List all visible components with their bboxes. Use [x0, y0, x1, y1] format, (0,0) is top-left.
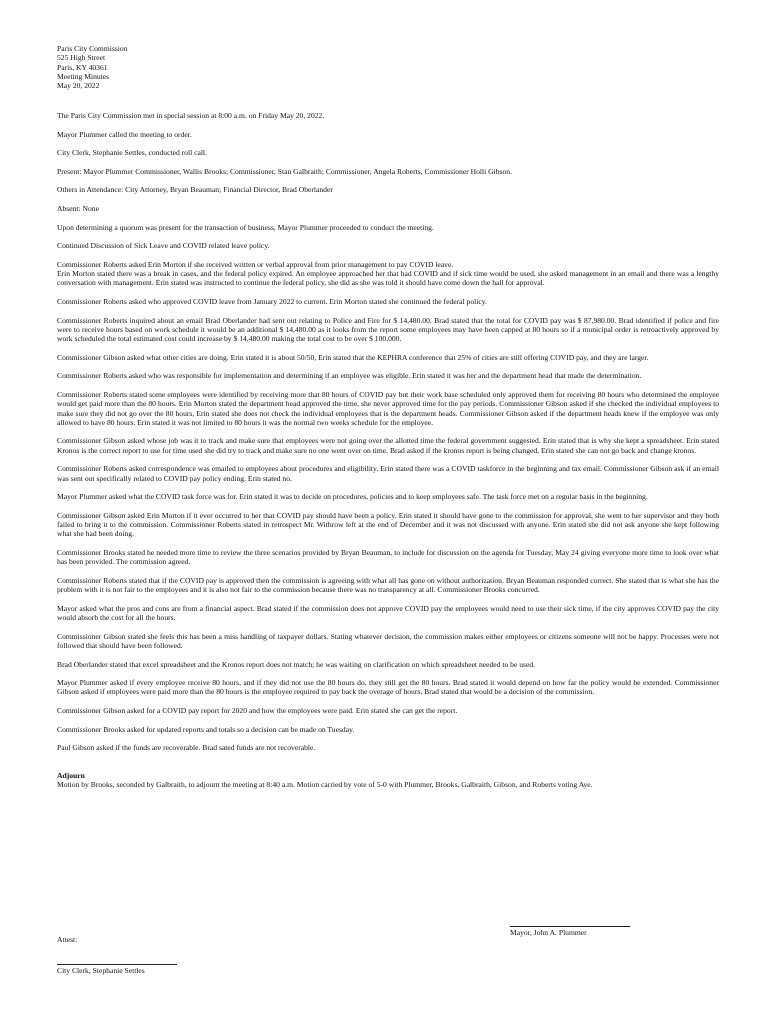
paragraph: Commissioner Gibson stated she feels this has been a miss handling of taxpayer dollars. Stating whatever decision, the commission makes either employees or citizens someone will not be happy. Processes were not followed that should have been followed. — [57, 631, 719, 650]
paragraph: Commissioner Roberts inquired about an email Brad Oberlander had sent out relating to Police and Fire for $ 14,480.00. Brad stated that the total for COVID pay was $ 87,980.00. Brad identified if police and fire were to receive hours based on work schedule it would be an additional $ 14,480.00 as it looks from the report some employees may have been capped at 80 hours so if a municipal order is retroactively approved by work scheduled the total estimated cost could increase by $ 14,480.00 making the total cost to be over $ 100,000. — [57, 315, 719, 344]
signature-line — [510, 918, 630, 927]
paragraph: Upon determining a quorum was present for the transaction of business, Mayor Plummer proceeded to conduct the meeting. — [57, 222, 434, 232]
paragraph: Commissioner Gibson asked Erin Morton if it ever occurred to her that COVID pay should have been a policy. Erin stated it should have gone to the commission for approval, she went to her supervisor and they both failed to bring it to the commission. Commissioner Roberts stated in retrospect Mr. Withrow left at the end of December and it was not discussed with anyone. Erin stated she did not ask anyone she kept following what she had been doing. — [57, 510, 719, 539]
paragraph: Continued Discussion of Sick Leave and COVID related leave policy. — [57, 241, 270, 251]
paragraph: Commissioner Gibson asked for a COVID pay report for 2020 and how the employees were paid. Erin stated she can get the report. — [57, 706, 458, 715]
meeting-date: May 20, 2022 — [57, 81, 100, 91]
letterhead — [57, 44, 719, 90]
paragraph: Present: Mayor Plummer Commissioner, Wallis Brooks; Commissioner, Stan Galbraith; Commissioner, Angela Roberts, Commissioner Holli Gibson. — [57, 166, 512, 176]
paragraph-line: Erin Morton stated there was a break in cases, and the federal policy expired. An employee approached her that had COVID and if sick time would be used, she asked management in an email and there was a lengthy conversation with management. Erin stated was instructed to continue the federal policy, she did as she was told it should have come down the hall for approval. — [57, 269, 719, 288]
paragraph — [57, 260, 719, 288]
document-type: Meeting Minutes — [57, 71, 110, 81]
street-address: 525 High Street — [57, 53, 106, 63]
paragraph: Mayor asked what the pros and cons are from a financial aspect. Brad stated if the commission does not approve COVID pay the employees would need to use their sick time, if the city approves COVID pay the city would absorb the cost for all the hours. — [57, 603, 719, 623]
paragraph: Commissioner Roberts asked who was responsible for implementation and determining if an employee was eligible. Erin stated it was her and the department head that made the determination. — [57, 371, 642, 381]
clerk-signature-block — [57, 956, 257, 975]
paragraph: Commissioner Gibson asked what other cities are doing. Erin stated it is about 50/50, Erin stated that the KEPHRA conference that 25% of cities are still offering COVID pay, and they are larger. — [57, 352, 649, 362]
org-name: Paris City Commission — [57, 44, 128, 53]
mayor-name: Mayor, John A. Plummer — [510, 928, 587, 937]
paragraph: Commissioner Gibson asked whose job was it to track and make sure that employees were not going over the allotted time the federal government suggested. Erin stated that is why she kept a spreadsheet. Erin stated Kronos is the correct report to use for time used she did try to track and make sure no one went over on time. Brad asked if the kronos report is being changed, Erin stated she can not go back and change kronos. — [57, 436, 719, 455]
paragraph: Commissioner Brooks stated he needed more time to review the three scenarios provided by Bryan Beauman, to include for discussion on the agenda for Tuesday, May 24 giving everyone more time to look over what has been provided. The commission agreed. — [57, 547, 719, 567]
paragraph: Mayor Plummer asked what the COVID task force was for. Erin stated it was to decide on procedures, policies and to keep employees safe. The task force met on a regular basis in the beginning. — [57, 492, 648, 502]
paragraph: Commissioner Brooks asked for updated reports and totals so a decision can be made on Tuesday. — [57, 724, 355, 734]
paragraph: City Clerk, Stephanie Settles, conducted roll call. — [57, 148, 207, 158]
paragraph: Commissioner Roberts asked who approved COVID leave from January 2022 to current. Erin Morton stated she continued the federal policy. — [57, 296, 487, 306]
attest-label: Attest: — [57, 935, 78, 944]
paragraph: Mayor Plummer called the meeting to order. — [57, 129, 192, 139]
clerk-name: City Clerk, Stephanie Settles — [57, 966, 145, 975]
city-state-zip: Paris, KY 40361 — [57, 62, 108, 72]
paragraph: The Paris City Commission met in special session at 8:00 a.m. on Friday May 20, 2022. — [57, 111, 325, 120]
mayor-signature-block — [510, 918, 710, 937]
adjourn-heading: Adjourn — [57, 770, 85, 780]
paragraph-line: Commissioner Roberts asked Erin Morton if she received written or verbal approval from prior management to pay COVID leave. — [57, 259, 454, 269]
signature-line — [57, 956, 177, 965]
paragraph: Brad Oberlander stated that excel spreadsheet and the Kronos report does not match; he was waiting on clarification on which spreadsheet needed to be used. — [57, 659, 536, 669]
paragraph: Commissioner Roberts stated some employees were identified by receiving more that 80 hours of COVID pay but their work base scheduled only approved them for receiving 80 hours who determined the employee would get paid more than the 80 hours. Erin Morton stated the department head approved the time, she never approved time for the pay periods. Commissioner Gibson asked if she checked the individual employees to make sure they did not go over the 80 hours, Erin stated she does not check the individual employees that is the department heads. Commissioner Gibson asked if the department heads knew if the employee was only allowed to have 80 hours. Erin stated it was not limited to 80 hours it was the normal two weeks schedule for the employee. — [57, 389, 719, 427]
paragraph: Commissioner Roberts stated that if the COVID pay is approved then the commission is agreeing with what all has gone on without authorization. Bryan Beauman responded correct. She stated that is what she has the problem with it is not fair to the employees and it is also not fair to the commission because there was no transparency at all. Commissioner Brooks concurred. — [57, 575, 719, 595]
paragraph: Absent: None — [57, 203, 99, 213]
minutes-body — [57, 111, 719, 799]
paragraph: Paul Gibson asked if the funds are recoverable. Brad sated funds are not recoverable. — [57, 743, 316, 753]
paragraph: Commissioner Roberts asked correspondence was emailed to employees about procedures and eligibility. Erin stated there was a COVID taskforce in the beginning and tax email. Commissioner Gibson ask if an email was sent out specifically related to COVID pay policy ending. Erin stated no. — [57, 464, 719, 483]
paragraph: Others in Attendance: City Attorney, Bryan Beauman; Financial Director, Brad Oberlander — [57, 185, 333, 195]
paragraph: Mayor Plummer asked if every employee receive 80 hours, and if they did not use the 80 hours do, they still get the 80 hours. Brad stated it would depend on how far the policy would be extended. Commissioner Gibson asked if employees were paid more than the 80 hours is the employee required to pay back the overage of hours, Brad stated that would be a decision of the commission. — [57, 678, 719, 697]
adjourn-motion: Motion by Brooks, seconded by Galbraith, to adjourn the meeting at 8:40 a.m. Motion carried by vote of 5-0 with Plummer, Brooks, Galbraith, Gibson, and Roberts voting Aye. — [57, 780, 593, 790]
